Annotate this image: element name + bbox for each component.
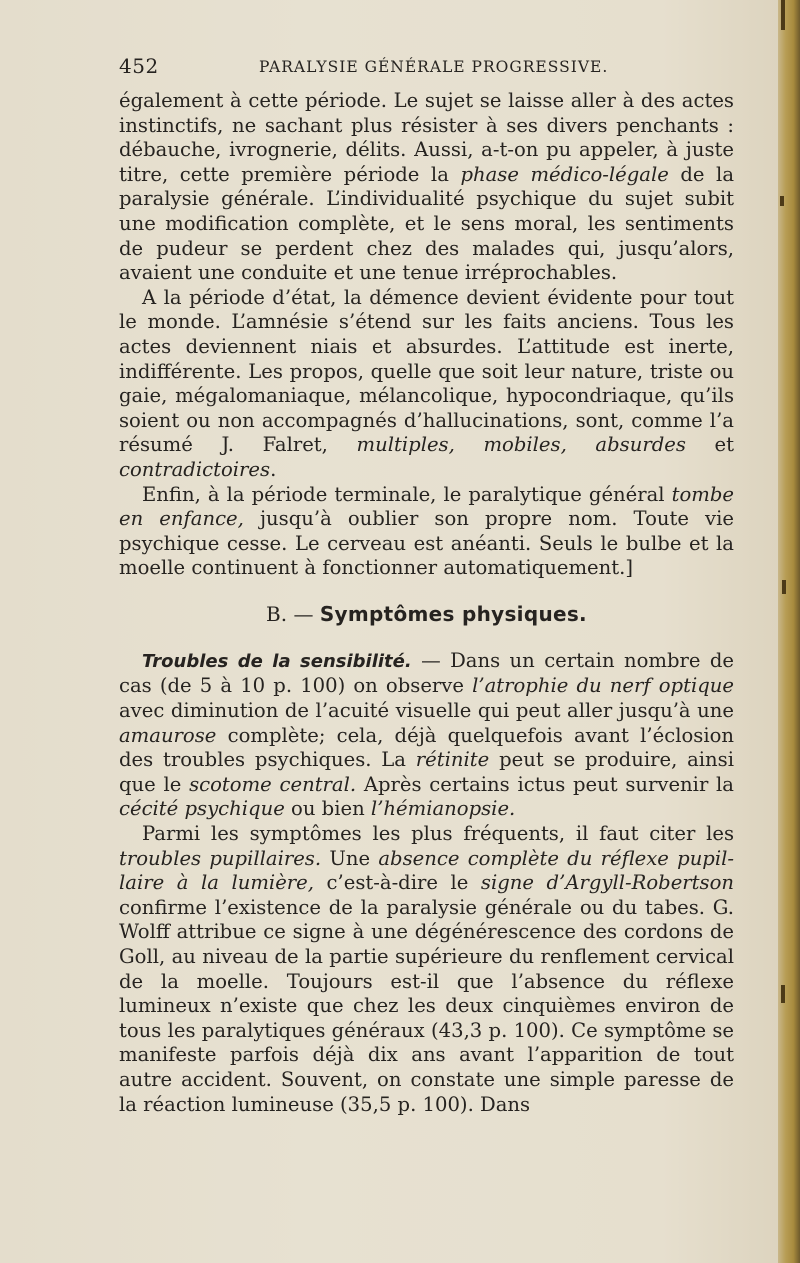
paragraph-lead: Troubles de la sensibilité. bbox=[142, 650, 412, 672]
edge-mark bbox=[780, 196, 784, 206]
running-title: PARALYSIE GÉNÉRALE PROGRESSIVE. bbox=[259, 58, 609, 76]
paragraph: également à cette période. Le sujet se laisse aller à des actes instinctifs, ne sachant plus résister à ses divers penchants : débauche, ivrognerie, délits. Aussi, a-t-on pu appeler, à juste titre, cette première période la phase médico-légale de la paralysie générale. L’individualité psychique du sujet subit une modification complète, et le sens moral, les sentiments de pudeur se perdent chez des malades qui, jusqu’alors, avaient une conduite et une tenue irréprochables. bbox=[119, 89, 734, 285]
edge-mark bbox=[781, 0, 785, 30]
page-number: 452 bbox=[119, 54, 159, 78]
paragraph: A la période d’état, la démence devient évidente pour tout le monde. L’amnésie s’étend sur les faits anciens. Tous les actes deviennent niais et absurdes. L’attitude est inerte, indifférente. Les propos, quelle que soit leur nature, triste ou gaie, mégalomaniaque, mélancolique, hypocondriaque, qu’ils soient ou non accompagnés d’hallucinations, sont, comme l’a résumé J. Falret, multiples, mobiles, absurdes et contradictoires. bbox=[119, 285, 734, 481]
page-edge bbox=[778, 0, 800, 1263]
section-heading: B. — Symptômes physiques. bbox=[266, 601, 587, 626]
paragraph: Troubles de la sensibilité. — Dans un certain nombre de cas (de 5 à 10 p. 100) on observe l’atrophie du nerf optique avec diminution de l’acuité visuelle qui peut aller jusqu’à une amaurose complète; cela, déjà quelquefois avant l’éclosion des troubles psychiques. La rétinite peut se produire, ainsi que le scotome central. Après certains ictus peut survenir la cécité psychique ou bien l’hémianopsie. bbox=[119, 648, 734, 821]
edge-mark bbox=[781, 985, 785, 1003]
edge-mark bbox=[782, 580, 786, 594]
page-header bbox=[119, 54, 734, 82]
paragraph: Enfin, à la période terminale, le paralytique général tombe en enfance, jusqu’à oublier son propre nom. Toute vie psychique cesse. Le cerveau est anéanti. Seuls le bulbe et la moelle continuent à fonctionner automatiquement.] bbox=[119, 482, 734, 580]
paragraph: Parmi les symptômes les plus fréquents, il faut citer les troubles pupillaires. Une absence complète du réflexe pupillaire à la lumière, c’est-à-dire le signe d’Argyll-Robertson confirme l’existence de la paralysie générale ou du tabes. G. Wolff attribue ce signe à une dégénérescence des cordons de Goll, au niveau de la partie supérieure du renflement cervical de la moelle. Toujours est-il que l’absence du réflexe lumineux n’existe que chez les deux cinquièmes environ de tous les paralytiques généraux (43,3 p. 100). Ce symptôme se manifeste parfois déjà dix ans avant l’apparition de tout autre accident. Souvent, on constate une simple paresse de la réaction lumineuse (35,5 p. 100). Dans bbox=[119, 822, 735, 1116]
body-text bbox=[119, 89, 734, 1117]
